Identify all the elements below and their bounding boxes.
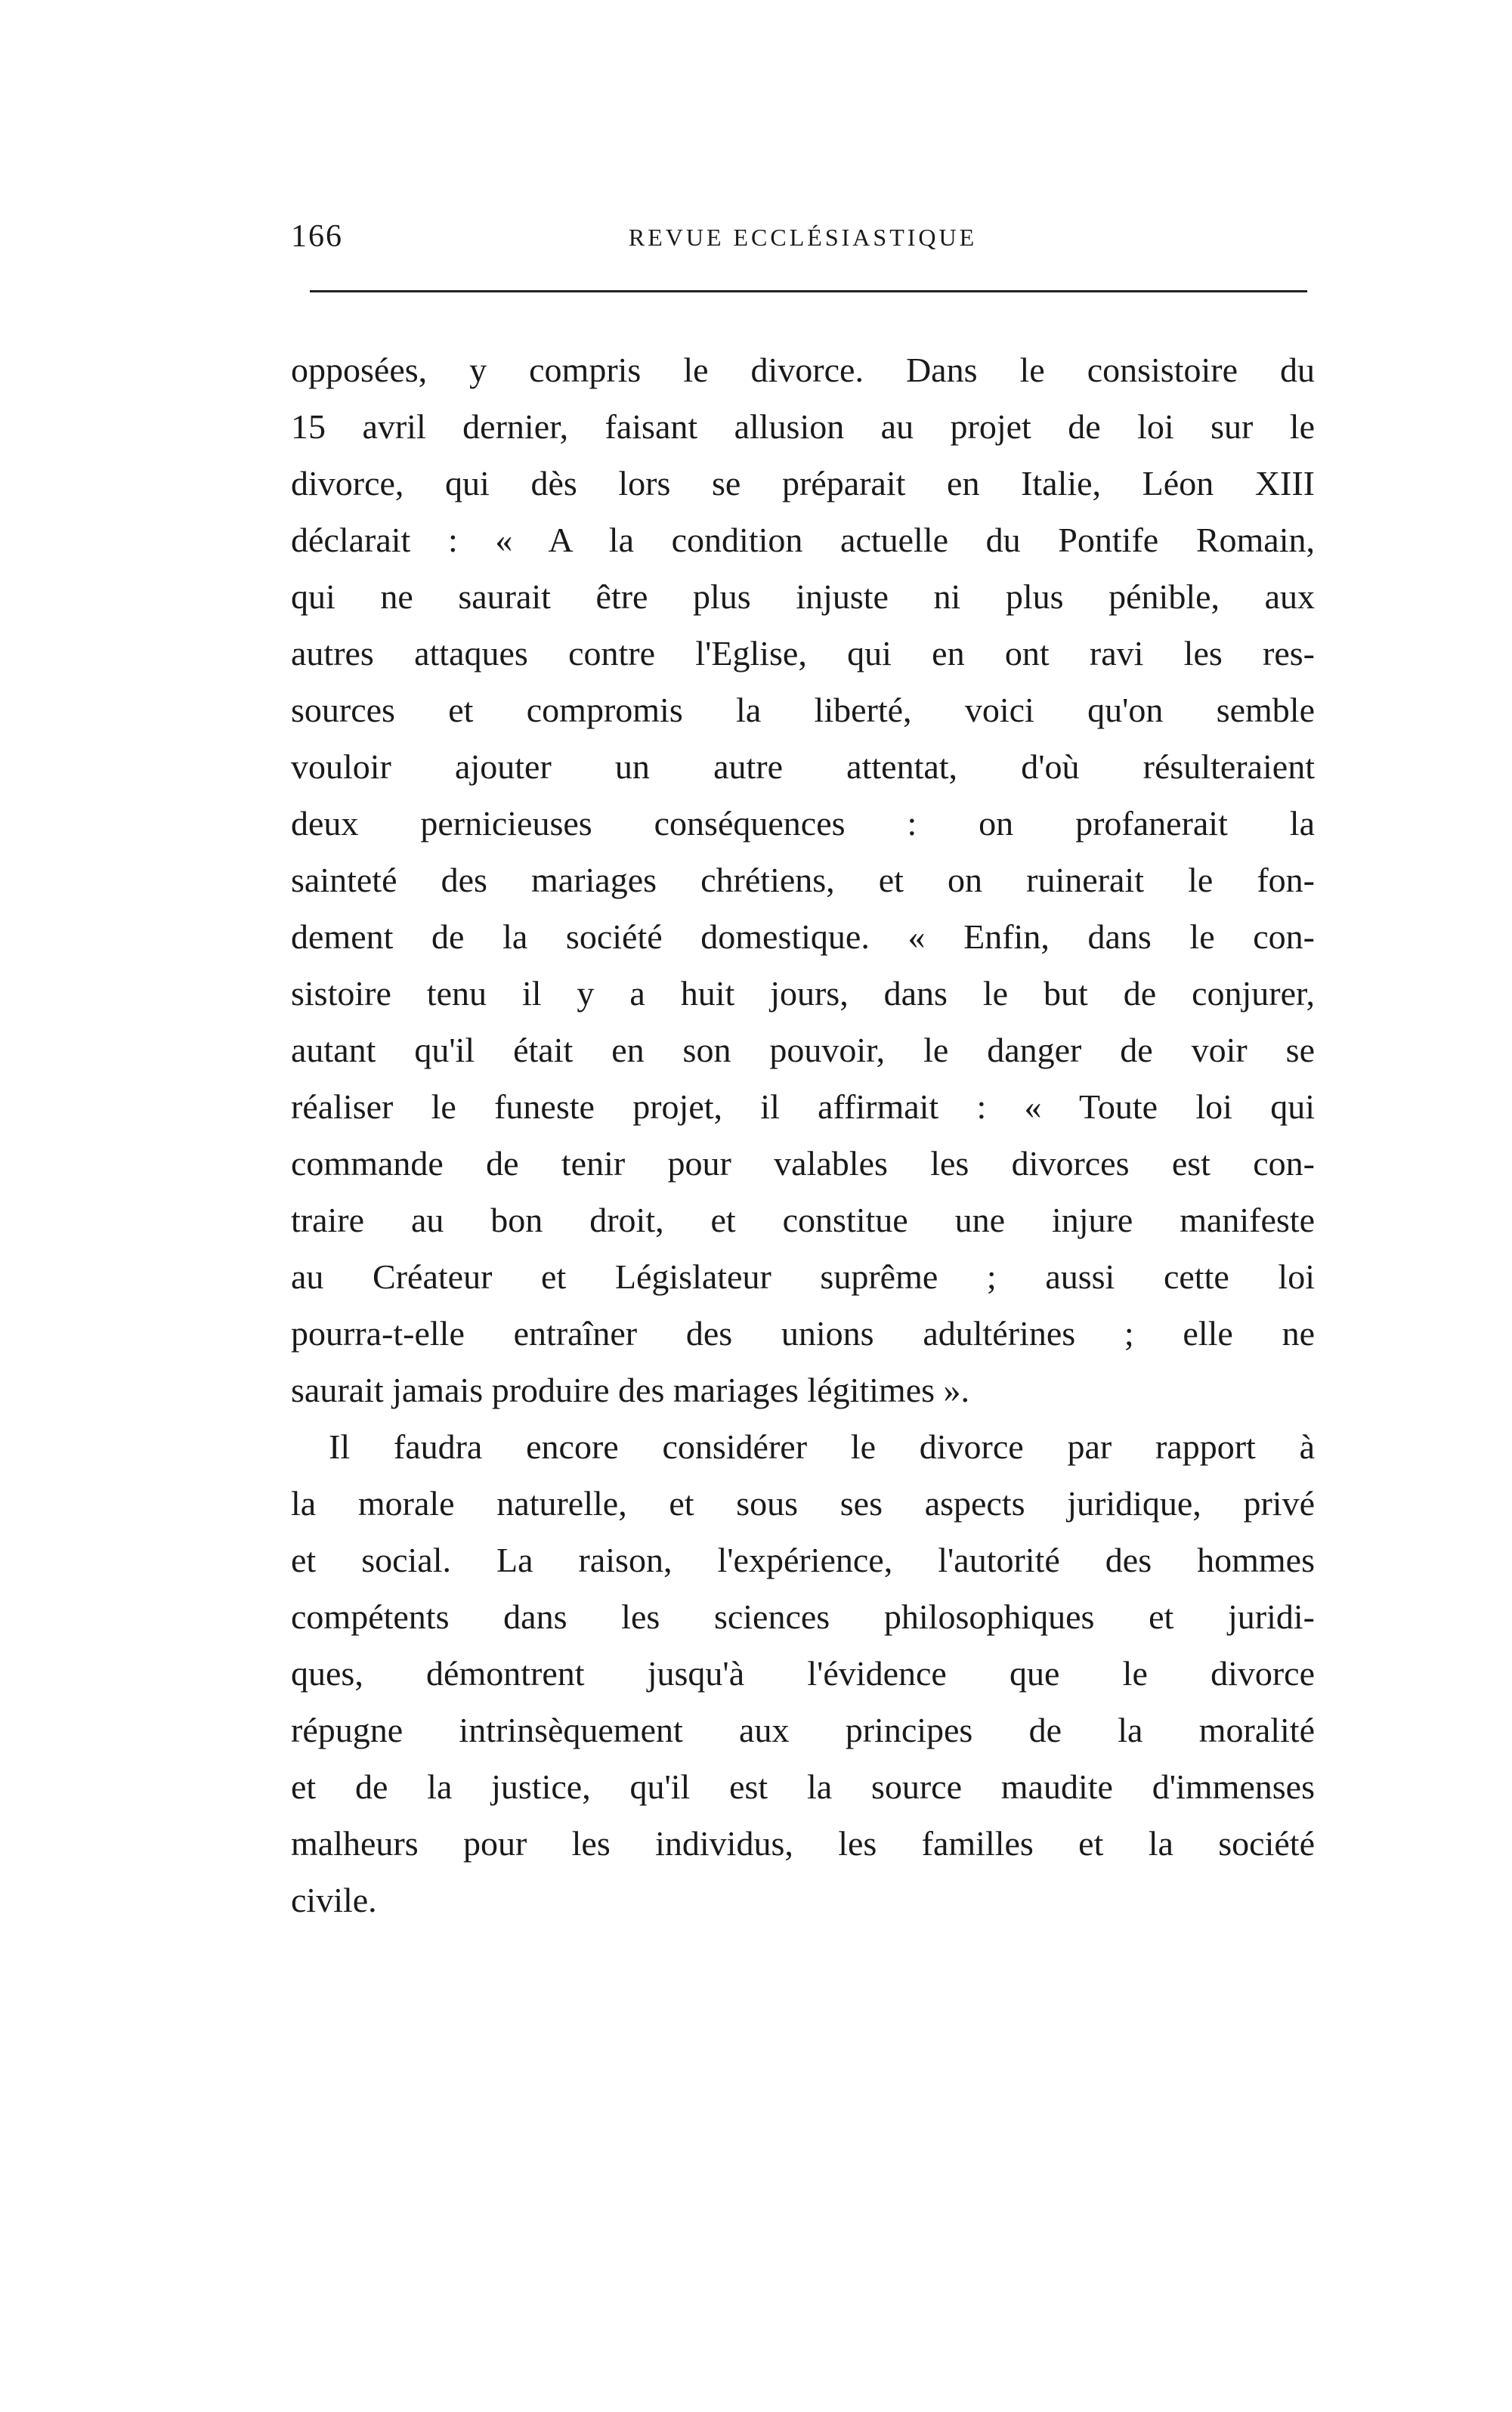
text-line: malheurs pour les individus, les familles et la société bbox=[291, 1824, 1315, 1863]
text-line: commande de tenir pour valables les divorces est con- bbox=[291, 1144, 1315, 1183]
paragraph-2 bbox=[291, 1418, 1315, 1928]
text-line: qui ne saurait être plus injuste ni plus pénible, aux bbox=[291, 577, 1315, 616]
text-line: réaliser le funeste projet, il affirmait : « Toute loi qui bbox=[291, 1087, 1315, 1126]
header-rule bbox=[310, 290, 1307, 292]
text-line: la morale naturelle, et sous ses aspects juridique, privé bbox=[291, 1484, 1315, 1523]
paragraph-1 bbox=[291, 342, 1315, 1418]
text-line: déclarait : « A la condition actuelle du Pontife Romain, bbox=[291, 521, 1315, 559]
text-line: vouloir ajouter un autre attentat, d'où résulteraient bbox=[291, 747, 1315, 786]
text-line: compétents dans les sciences philosophiques et juridi- bbox=[291, 1597, 1315, 1636]
text-line: au Créateur et Législateur suprême ; aussi cette loi bbox=[291, 1257, 1315, 1296]
text-line: pourra-t-elle entraîner des unions adultérines ; elle ne bbox=[291, 1314, 1315, 1353]
text-line: deux pernicieuses conséquences : on profanerait la bbox=[291, 804, 1315, 843]
text-line: Il faudra encore considérer le divorce par rapport à bbox=[329, 1427, 1315, 1466]
text-line: et de la justice, qu'il est la source maudite d'immenses bbox=[291, 1767, 1315, 1806]
body-text bbox=[291, 342, 1315, 1928]
text-line: opposées, y compris le divorce. Dans le consistoire du bbox=[291, 351, 1315, 389]
text-line: autant qu'il était en son pouvoir, le danger de voir se bbox=[291, 1031, 1315, 1069]
text-line: sources et compromis la liberté, voici qu'on semble bbox=[291, 691, 1315, 729]
text-line: traire au bon droit, et constitue une injure manifeste bbox=[291, 1201, 1315, 1239]
page-header bbox=[291, 218, 1315, 255]
page-number: 166 bbox=[291, 219, 343, 254]
text-line: divorce, qui dès lors se préparait en Italie, Léon XIII bbox=[291, 464, 1315, 502]
text-line: répugne intrinsèquement aux principes de la moralité bbox=[291, 1711, 1315, 1749]
text-line: sistoire tenu il y a huit jours, dans le but de conjurer, bbox=[291, 974, 1315, 1013]
text-line: sainteté des mariages chrétiens, et on ruinerait le fon- bbox=[291, 861, 1315, 899]
text-line: civile. bbox=[291, 1881, 377, 1919]
running-title: REVUE ECCLÉSIASTIQUE bbox=[628, 224, 978, 251]
text-line: 15 avril dernier, faisant allusion au projet de loi sur le bbox=[291, 407, 1315, 446]
text-line: autres attaques contre l'Eglise, qui en ont ravi les res- bbox=[291, 634, 1315, 673]
text-line: ques, démontrent jusqu'à l'évidence que le divorce bbox=[291, 1654, 1315, 1693]
text-line: saurait jamais produire des mariages légitimes ». bbox=[291, 1371, 970, 1409]
text-line: et social. La raison, l'expérience, l'autorité des hommes bbox=[291, 1541, 1315, 1579]
text-line: dement de la société domestique. « Enfin, dans le con- bbox=[291, 917, 1315, 956]
